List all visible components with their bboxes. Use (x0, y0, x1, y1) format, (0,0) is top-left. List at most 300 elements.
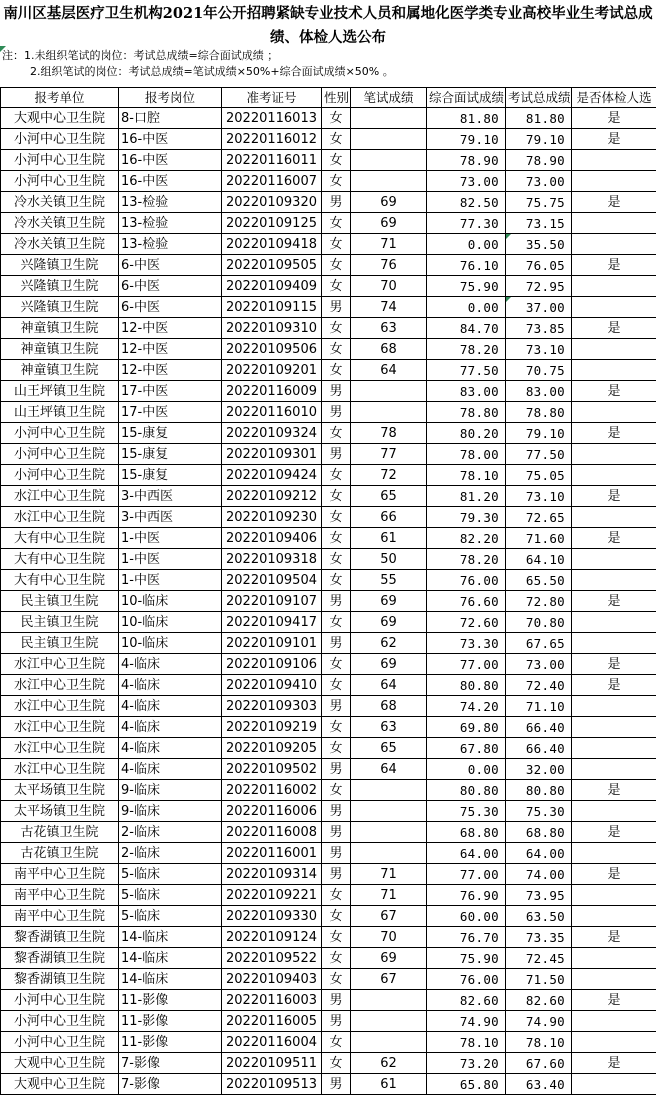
cell-interview-score[interactable]: 76.60 (427, 591, 506, 612)
cell-unit[interactable]: 大有中心卫生院 (1, 549, 119, 570)
cell-written-score[interactable]: 64 (351, 759, 427, 780)
cell-written-score[interactable]: 63 (351, 318, 427, 339)
cell-written-score[interactable] (351, 381, 427, 402)
cell-position[interactable]: 4-临床 (119, 654, 222, 675)
cell-written-score[interactable]: 71 (351, 864, 427, 885)
cell-interview-score[interactable]: 80.80 (427, 780, 506, 801)
cell-medical-check[interactable] (572, 549, 656, 570)
cell-total-score[interactable]: 66.40 (506, 738, 572, 759)
cell-position[interactable]: 4-临床 (119, 675, 222, 696)
cell-gender[interactable]: 男 (322, 633, 351, 654)
cell-interview-score[interactable]: 0.00 (427, 297, 506, 318)
cell-interview-score[interactable]: 80.20 (427, 423, 506, 444)
cell-unit[interactable]: 兴隆镇卫生院 (1, 297, 119, 318)
cell-exam-id[interactable]: 20220116007 (222, 171, 322, 192)
cell-gender[interactable]: 男 (322, 990, 351, 1011)
cell-unit[interactable]: 南平中心卫生院 (1, 864, 119, 885)
cell-exam-id[interactable]: 20220109212 (222, 486, 322, 507)
cell-gender[interactable]: 女 (322, 738, 351, 759)
cell-unit[interactable]: 冷水关镇卫生院 (1, 234, 119, 255)
cell-unit[interactable]: 冷水关镇卫生院 (1, 213, 119, 234)
cell-written-score[interactable]: 50 (351, 549, 427, 570)
cell-total-score[interactable]: 76.05 (506, 255, 572, 276)
cell-total-score[interactable]: 73.85 (506, 318, 572, 339)
cell-position[interactable]: 13-检验 (119, 192, 222, 213)
cell-medical-check[interactable]: 是 (572, 486, 656, 507)
cell-gender[interactable]: 男 (322, 864, 351, 885)
cell-unit[interactable]: 黎香湖镇卫生院 (1, 969, 119, 990)
cell-written-score[interactable]: 71 (351, 885, 427, 906)
cell-unit[interactable]: 小河中心卫生院 (1, 465, 119, 486)
cell-medical-check[interactable]: 是 (572, 864, 656, 885)
cell-unit[interactable]: 小河中心卫生院 (1, 444, 119, 465)
cell-total-score[interactable]: 73.10 (506, 339, 572, 360)
cell-unit[interactable]: 小河中心卫生院 (1, 129, 119, 150)
cell-total-score[interactable]: 35.50 (506, 234, 572, 255)
cell-total-score[interactable]: 79.10 (506, 129, 572, 150)
cell-total-score[interactable]: 66.40 (506, 717, 572, 738)
cell-position[interactable]: 8-口腔 (119, 108, 222, 129)
cell-exam-id[interactable]: 20220109115 (222, 297, 322, 318)
cell-unit[interactable]: 大观中心卫生院 (1, 108, 119, 129)
cell-unit[interactable]: 水江中心卫生院 (1, 696, 119, 717)
cell-gender[interactable]: 女 (322, 780, 351, 801)
cell-position[interactable]: 3-中西医 (119, 507, 222, 528)
cell-position[interactable]: 4-临床 (119, 696, 222, 717)
cell-written-score[interactable]: 61 (351, 1074, 427, 1095)
cell-interview-score[interactable]: 80.80 (427, 675, 506, 696)
cell-total-score[interactable]: 79.10 (506, 423, 572, 444)
cell-exam-id[interactable]: 20220116002 (222, 780, 322, 801)
cell-total-score[interactable]: 72.80 (506, 591, 572, 612)
cell-total-score[interactable]: 65.50 (506, 570, 572, 591)
cell-written-score[interactable]: 68 (351, 696, 427, 717)
cell-medical-check[interactable]: 是 (572, 318, 656, 339)
cell-written-score[interactable]: 69 (351, 654, 427, 675)
cell-position[interactable]: 11-影像 (119, 1011, 222, 1032)
cell-medical-check[interactable]: 是 (572, 192, 656, 213)
cell-total-score[interactable]: 63.50 (506, 906, 572, 927)
cell-medical-check[interactable]: 是 (572, 108, 656, 129)
cell-total-score[interactable]: 71.60 (506, 528, 572, 549)
cell-unit[interactable]: 小河中心卫生院 (1, 150, 119, 171)
cell-medical-check[interactable] (572, 969, 656, 990)
cell-total-score[interactable]: 72.95 (506, 276, 572, 297)
cell-total-score[interactable]: 83.00 (506, 381, 572, 402)
cell-medical-check[interactable] (572, 801, 656, 822)
cell-unit[interactable]: 兴隆镇卫生院 (1, 276, 119, 297)
cell-exam-id[interactable]: 20220116006 (222, 801, 322, 822)
cell-medical-check[interactable] (572, 213, 656, 234)
cell-interview-score[interactable]: 78.80 (427, 402, 506, 423)
cell-written-score[interactable] (351, 1011, 427, 1032)
cell-exam-id[interactable]: 20220109219 (222, 717, 322, 738)
cell-position[interactable]: 7-影像 (119, 1053, 222, 1074)
cell-written-score[interactable]: 67 (351, 969, 427, 990)
cell-written-score[interactable] (351, 822, 427, 843)
cell-position[interactable]: 6-中医 (119, 255, 222, 276)
cell-medical-check[interactable] (572, 885, 656, 906)
cell-gender[interactable]: 女 (322, 528, 351, 549)
cell-unit[interactable]: 大观中心卫生院 (1, 1074, 119, 1095)
cell-written-score[interactable] (351, 402, 427, 423)
cell-interview-score[interactable]: 0.00 (427, 234, 506, 255)
cell-gender[interactable]: 女 (322, 570, 351, 591)
cell-gender[interactable]: 女 (322, 906, 351, 927)
cell-unit[interactable]: 南平中心卫生院 (1, 906, 119, 927)
cell-exam-id[interactable]: 20220116001 (222, 843, 322, 864)
cell-exam-id[interactable]: 20220109124 (222, 927, 322, 948)
cell-medical-check[interactable] (572, 444, 656, 465)
cell-unit[interactable]: 水江中心卫生院 (1, 759, 119, 780)
cell-interview-score[interactable]: 0.00 (427, 759, 506, 780)
cell-exam-id[interactable]: 20220109522 (222, 948, 322, 969)
cell-written-score[interactable]: 69 (351, 948, 427, 969)
cell-interview-score[interactable]: 67.80 (427, 738, 506, 759)
cell-position[interactable]: 3-中西医 (119, 486, 222, 507)
cell-exam-id[interactable]: 20220109504 (222, 570, 322, 591)
cell-exam-id[interactable]: 20220109424 (222, 465, 322, 486)
cell-medical-check[interactable]: 是 (572, 822, 656, 843)
cell-medical-check[interactable]: 是 (572, 255, 656, 276)
cell-total-score[interactable]: 72.45 (506, 948, 572, 969)
cell-interview-score[interactable]: 77.50 (427, 360, 506, 381)
cell-gender[interactable]: 女 (322, 318, 351, 339)
cell-total-score[interactable]: 32.00 (506, 759, 572, 780)
cell-gender[interactable]: 男 (322, 297, 351, 318)
cell-unit[interactable]: 水江中心卫生院 (1, 486, 119, 507)
cell-total-score[interactable]: 74.90 (506, 1011, 572, 1032)
cell-unit[interactable]: 水江中心卫生院 (1, 507, 119, 528)
cell-gender[interactable]: 女 (322, 885, 351, 906)
cell-exam-id[interactable]: 20220109505 (222, 255, 322, 276)
cell-gender[interactable]: 男 (322, 843, 351, 864)
cell-written-score[interactable] (351, 1032, 427, 1053)
cell-gender[interactable]: 女 (322, 654, 351, 675)
cell-interview-score[interactable]: 82.50 (427, 192, 506, 213)
cell-unit[interactable]: 小河中心卫生院 (1, 990, 119, 1011)
cell-gender[interactable]: 女 (322, 612, 351, 633)
cell-position[interactable]: 6-中医 (119, 297, 222, 318)
cell-written-score[interactable]: 77 (351, 444, 427, 465)
cell-medical-check[interactable] (572, 906, 656, 927)
cell-total-score[interactable]: 72.65 (506, 507, 572, 528)
cell-total-score[interactable]: 75.05 (506, 465, 572, 486)
cell-written-score[interactable]: 64 (351, 360, 427, 381)
cell-unit[interactable]: 水江中心卫生院 (1, 717, 119, 738)
cell-medical-check[interactable] (572, 759, 656, 780)
cell-interview-score[interactable]: 84.70 (427, 318, 506, 339)
cell-written-score[interactable]: 68 (351, 339, 427, 360)
cell-medical-check[interactable] (572, 150, 656, 171)
cell-unit[interactable]: 神童镇卫生院 (1, 360, 119, 381)
cell-position[interactable]: 17-中医 (119, 402, 222, 423)
cell-written-score[interactable] (351, 108, 427, 129)
cell-interview-score[interactable]: 82.20 (427, 528, 506, 549)
cell-exam-id[interactable]: 20220109406 (222, 528, 322, 549)
cell-exam-id[interactable]: 20220109221 (222, 885, 322, 906)
cell-total-score[interactable]: 74.00 (506, 864, 572, 885)
cell-interview-score[interactable]: 77.30 (427, 213, 506, 234)
cell-written-score[interactable]: 63 (351, 717, 427, 738)
cell-exam-id[interactable]: 20220109205 (222, 738, 322, 759)
cell-position[interactable]: 4-临床 (119, 717, 222, 738)
cell-total-score[interactable]: 70.75 (506, 360, 572, 381)
cell-gender[interactable]: 女 (322, 234, 351, 255)
cell-gender[interactable]: 女 (322, 717, 351, 738)
cell-interview-score[interactable]: 73.30 (427, 633, 506, 654)
cell-interview-score[interactable]: 78.10 (427, 465, 506, 486)
cell-total-score[interactable]: 63.40 (506, 1074, 572, 1095)
cell-gender[interactable]: 女 (322, 948, 351, 969)
cell-gender[interactable]: 男 (322, 696, 351, 717)
cell-interview-score[interactable]: 78.20 (427, 549, 506, 570)
cell-medical-check[interactable] (572, 276, 656, 297)
cell-medical-check[interactable] (572, 234, 656, 255)
cell-written-score[interactable]: 65 (351, 486, 427, 507)
cell-position[interactable]: 14-临床 (119, 927, 222, 948)
cell-gender[interactable]: 女 (322, 507, 351, 528)
cell-unit[interactable]: 山王坪镇卫生院 (1, 381, 119, 402)
cell-interview-score[interactable]: 76.00 (427, 969, 506, 990)
cell-unit[interactable]: 大观中心卫生院 (1, 1053, 119, 1074)
cell-unit[interactable]: 黎香湖镇卫生院 (1, 948, 119, 969)
cell-gender[interactable]: 女 (322, 423, 351, 444)
cell-interview-score[interactable]: 76.90 (427, 885, 506, 906)
cell-gender[interactable]: 男 (322, 759, 351, 780)
cell-position[interactable]: 10-临床 (119, 612, 222, 633)
cell-position[interactable]: 11-影像 (119, 1032, 222, 1053)
cell-interview-score[interactable]: 75.90 (427, 276, 506, 297)
cell-total-score[interactable]: 73.00 (506, 654, 572, 675)
cell-written-score[interactable]: 65 (351, 738, 427, 759)
cell-unit[interactable]: 民主镇卫生院 (1, 633, 119, 654)
cell-exam-id[interactable]: 20220109330 (222, 906, 322, 927)
cell-unit[interactable]: 水江中心卫生院 (1, 738, 119, 759)
cell-medical-check[interactable] (572, 1011, 656, 1032)
cell-exam-id[interactable]: 20220109513 (222, 1074, 322, 1095)
cell-medical-check[interactable] (572, 1032, 656, 1053)
cell-written-score[interactable]: 74 (351, 297, 427, 318)
cell-position[interactable]: 12-中医 (119, 318, 222, 339)
cell-exam-id[interactable]: 20220116013 (222, 108, 322, 129)
cell-interview-score[interactable]: 68.80 (427, 822, 506, 843)
cell-position[interactable]: 2-临床 (119, 822, 222, 843)
cell-written-score[interactable]: 69 (351, 591, 427, 612)
cell-medical-check[interactable] (572, 360, 656, 381)
cell-written-score[interactable] (351, 171, 427, 192)
cell-position[interactable]: 12-中医 (119, 360, 222, 381)
cell-medical-check[interactable] (572, 1074, 656, 1095)
cell-written-score[interactable]: 70 (351, 276, 427, 297)
cell-total-score[interactable]: 73.95 (506, 885, 572, 906)
cell-gender[interactable]: 男 (322, 591, 351, 612)
cell-interview-score[interactable]: 72.60 (427, 612, 506, 633)
cell-total-score[interactable]: 77.50 (506, 444, 572, 465)
cell-position[interactable]: 12-中医 (119, 339, 222, 360)
cell-total-score[interactable]: 78.80 (506, 402, 572, 423)
cell-exam-id[interactable]: 20220109106 (222, 654, 322, 675)
cell-interview-score[interactable]: 75.30 (427, 801, 506, 822)
cell-written-score[interactable]: 62 (351, 1053, 427, 1074)
cell-position[interactable]: 5-临床 (119, 885, 222, 906)
cell-unit[interactable]: 古花镇卫生院 (1, 843, 119, 864)
cell-exam-id[interactable]: 20220116004 (222, 1032, 322, 1053)
cell-position[interactable]: 17-中医 (119, 381, 222, 402)
cell-medical-check[interactable] (572, 843, 656, 864)
cell-exam-id[interactable]: 20220109230 (222, 507, 322, 528)
cell-position[interactable]: 4-临床 (119, 759, 222, 780)
cell-interview-score[interactable]: 74.20 (427, 696, 506, 717)
cell-gender[interactable]: 女 (322, 276, 351, 297)
cell-medical-check[interactable]: 是 (572, 927, 656, 948)
cell-position[interactable]: 16-中医 (119, 129, 222, 150)
cell-interview-score[interactable]: 78.00 (427, 444, 506, 465)
cell-written-score[interactable]: 66 (351, 507, 427, 528)
cell-medical-check[interactable] (572, 570, 656, 591)
cell-unit[interactable]: 民主镇卫生院 (1, 612, 119, 633)
cell-total-score[interactable]: 75.30 (506, 801, 572, 822)
cell-total-score[interactable]: 80.80 (506, 780, 572, 801)
cell-gender[interactable]: 女 (322, 486, 351, 507)
cell-exam-id[interactable]: 20220116003 (222, 990, 322, 1011)
cell-written-score[interactable]: 62 (351, 633, 427, 654)
cell-total-score[interactable]: 67.65 (506, 633, 572, 654)
cell-gender[interactable]: 男 (322, 1074, 351, 1095)
cell-unit[interactable]: 太平场镇卫生院 (1, 780, 119, 801)
cell-written-score[interactable] (351, 780, 427, 801)
cell-exam-id[interactable]: 20220109125 (222, 213, 322, 234)
cell-written-score[interactable]: 69 (351, 612, 427, 633)
cell-position[interactable]: 9-临床 (119, 780, 222, 801)
cell-medical-check[interactable] (572, 465, 656, 486)
cell-position[interactable]: 14-临床 (119, 969, 222, 990)
cell-total-score[interactable]: 71.10 (506, 696, 572, 717)
cell-unit[interactable]: 神童镇卫生院 (1, 318, 119, 339)
cell-gender[interactable]: 女 (322, 129, 351, 150)
cell-interview-score[interactable]: 76.10 (427, 255, 506, 276)
cell-position[interactable]: 16-中医 (119, 150, 222, 171)
cell-position[interactable]: 13-检验 (119, 234, 222, 255)
cell-interview-score[interactable]: 78.90 (427, 150, 506, 171)
cell-total-score[interactable]: 82.60 (506, 990, 572, 1011)
cell-gender[interactable]: 女 (322, 255, 351, 276)
cell-gender[interactable]: 女 (322, 213, 351, 234)
cell-exam-id[interactable]: 20220116005 (222, 1011, 322, 1032)
cell-interview-score[interactable]: 82.60 (427, 990, 506, 1011)
cell-exam-id[interactable]: 20220109511 (222, 1053, 322, 1074)
cell-written-score[interactable]: 76 (351, 255, 427, 276)
cell-total-score[interactable]: 68.80 (506, 822, 572, 843)
cell-gender[interactable]: 男 (322, 402, 351, 423)
cell-position[interactable]: 1-中医 (119, 570, 222, 591)
cell-exam-id[interactable]: 20220116011 (222, 150, 322, 171)
cell-unit[interactable]: 大有中心卫生院 (1, 528, 119, 549)
cell-written-score[interactable] (351, 843, 427, 864)
cell-total-score[interactable]: 78.90 (506, 150, 572, 171)
cell-total-score[interactable]: 73.15 (506, 213, 572, 234)
cell-exam-id[interactable]: 20220109301 (222, 444, 322, 465)
cell-interview-score[interactable]: 76.70 (427, 927, 506, 948)
cell-medical-check[interactable] (572, 738, 656, 759)
cell-unit[interactable]: 太平场镇卫生院 (1, 801, 119, 822)
cell-medical-check[interactable]: 是 (572, 129, 656, 150)
cell-exam-id[interactable]: 20220109107 (222, 591, 322, 612)
cell-medical-check[interactable] (572, 633, 656, 654)
cell-exam-id[interactable]: 20220109101 (222, 633, 322, 654)
cell-gender[interactable]: 男 (322, 1011, 351, 1032)
cell-interview-score[interactable]: 79.30 (427, 507, 506, 528)
cell-position[interactable]: 1-中医 (119, 528, 222, 549)
cell-exam-id[interactable]: 20220109318 (222, 549, 322, 570)
cell-interview-score[interactable]: 77.00 (427, 654, 506, 675)
cell-position[interactable]: 2-临床 (119, 843, 222, 864)
cell-total-score[interactable]: 78.10 (506, 1032, 572, 1053)
cell-position[interactable]: 15-康复 (119, 444, 222, 465)
cell-interview-score[interactable]: 60.00 (427, 906, 506, 927)
cell-medical-check[interactable] (572, 171, 656, 192)
cell-total-score[interactable]: 71.50 (506, 969, 572, 990)
cell-position[interactable]: 5-临床 (119, 906, 222, 927)
cell-position[interactable]: 14-临床 (119, 948, 222, 969)
cell-unit[interactable]: 黎香湖镇卫生院 (1, 927, 119, 948)
cell-unit[interactable]: 神童镇卫生院 (1, 339, 119, 360)
cell-medical-check[interactable] (572, 696, 656, 717)
cell-position[interactable]: 10-临床 (119, 591, 222, 612)
cell-total-score[interactable]: 72.40 (506, 675, 572, 696)
cell-unit[interactable]: 民主镇卫生院 (1, 591, 119, 612)
cell-written-score[interactable]: 55 (351, 570, 427, 591)
cell-exam-id[interactable]: 20220109418 (222, 234, 322, 255)
cell-gender[interactable]: 女 (322, 927, 351, 948)
cell-gender[interactable]: 女 (322, 150, 351, 171)
cell-unit[interactable]: 水江中心卫生院 (1, 675, 119, 696)
cell-gender[interactable]: 女 (322, 1053, 351, 1074)
cell-exam-id[interactable]: 20220109417 (222, 612, 322, 633)
cell-total-score[interactable]: 67.60 (506, 1053, 572, 1074)
cell-written-score[interactable]: 61 (351, 528, 427, 549)
cell-medical-check[interactable]: 是 (572, 990, 656, 1011)
cell-exam-id[interactable]: 20220109403 (222, 969, 322, 990)
cell-exam-id[interactable]: 20220109314 (222, 864, 322, 885)
cell-medical-check[interactable] (572, 339, 656, 360)
cell-interview-score[interactable]: 77.00 (427, 864, 506, 885)
cell-gender[interactable]: 男 (322, 192, 351, 213)
cell-written-score[interactable] (351, 801, 427, 822)
cell-gender[interactable]: 男 (322, 381, 351, 402)
cell-interview-score[interactable]: 81.20 (427, 486, 506, 507)
cell-unit[interactable]: 山王坪镇卫生院 (1, 402, 119, 423)
cell-position[interactable]: 7-影像 (119, 1074, 222, 1095)
cell-interview-score[interactable]: 74.90 (427, 1011, 506, 1032)
cell-exam-id[interactable]: 20220109324 (222, 423, 322, 444)
cell-exam-id[interactable]: 20220109320 (222, 192, 322, 213)
cell-exam-id[interactable]: 20220116012 (222, 129, 322, 150)
cell-total-score[interactable]: 73.10 (506, 486, 572, 507)
cell-medical-check[interactable] (572, 402, 656, 423)
cell-written-score[interactable]: 71 (351, 234, 427, 255)
cell-interview-score[interactable]: 73.00 (427, 171, 506, 192)
cell-medical-check[interactable]: 是 (572, 675, 656, 696)
cell-total-score[interactable]: 70.80 (506, 612, 572, 633)
cell-exam-id[interactable]: 20220109201 (222, 360, 322, 381)
cell-exam-id[interactable]: 20220109502 (222, 759, 322, 780)
cell-interview-score[interactable]: 76.00 (427, 570, 506, 591)
cell-position[interactable]: 1-中医 (119, 549, 222, 570)
cell-written-score[interactable]: 72 (351, 465, 427, 486)
cell-total-score[interactable]: 37.00 (506, 297, 572, 318)
cell-written-score[interactable]: 78 (351, 423, 427, 444)
